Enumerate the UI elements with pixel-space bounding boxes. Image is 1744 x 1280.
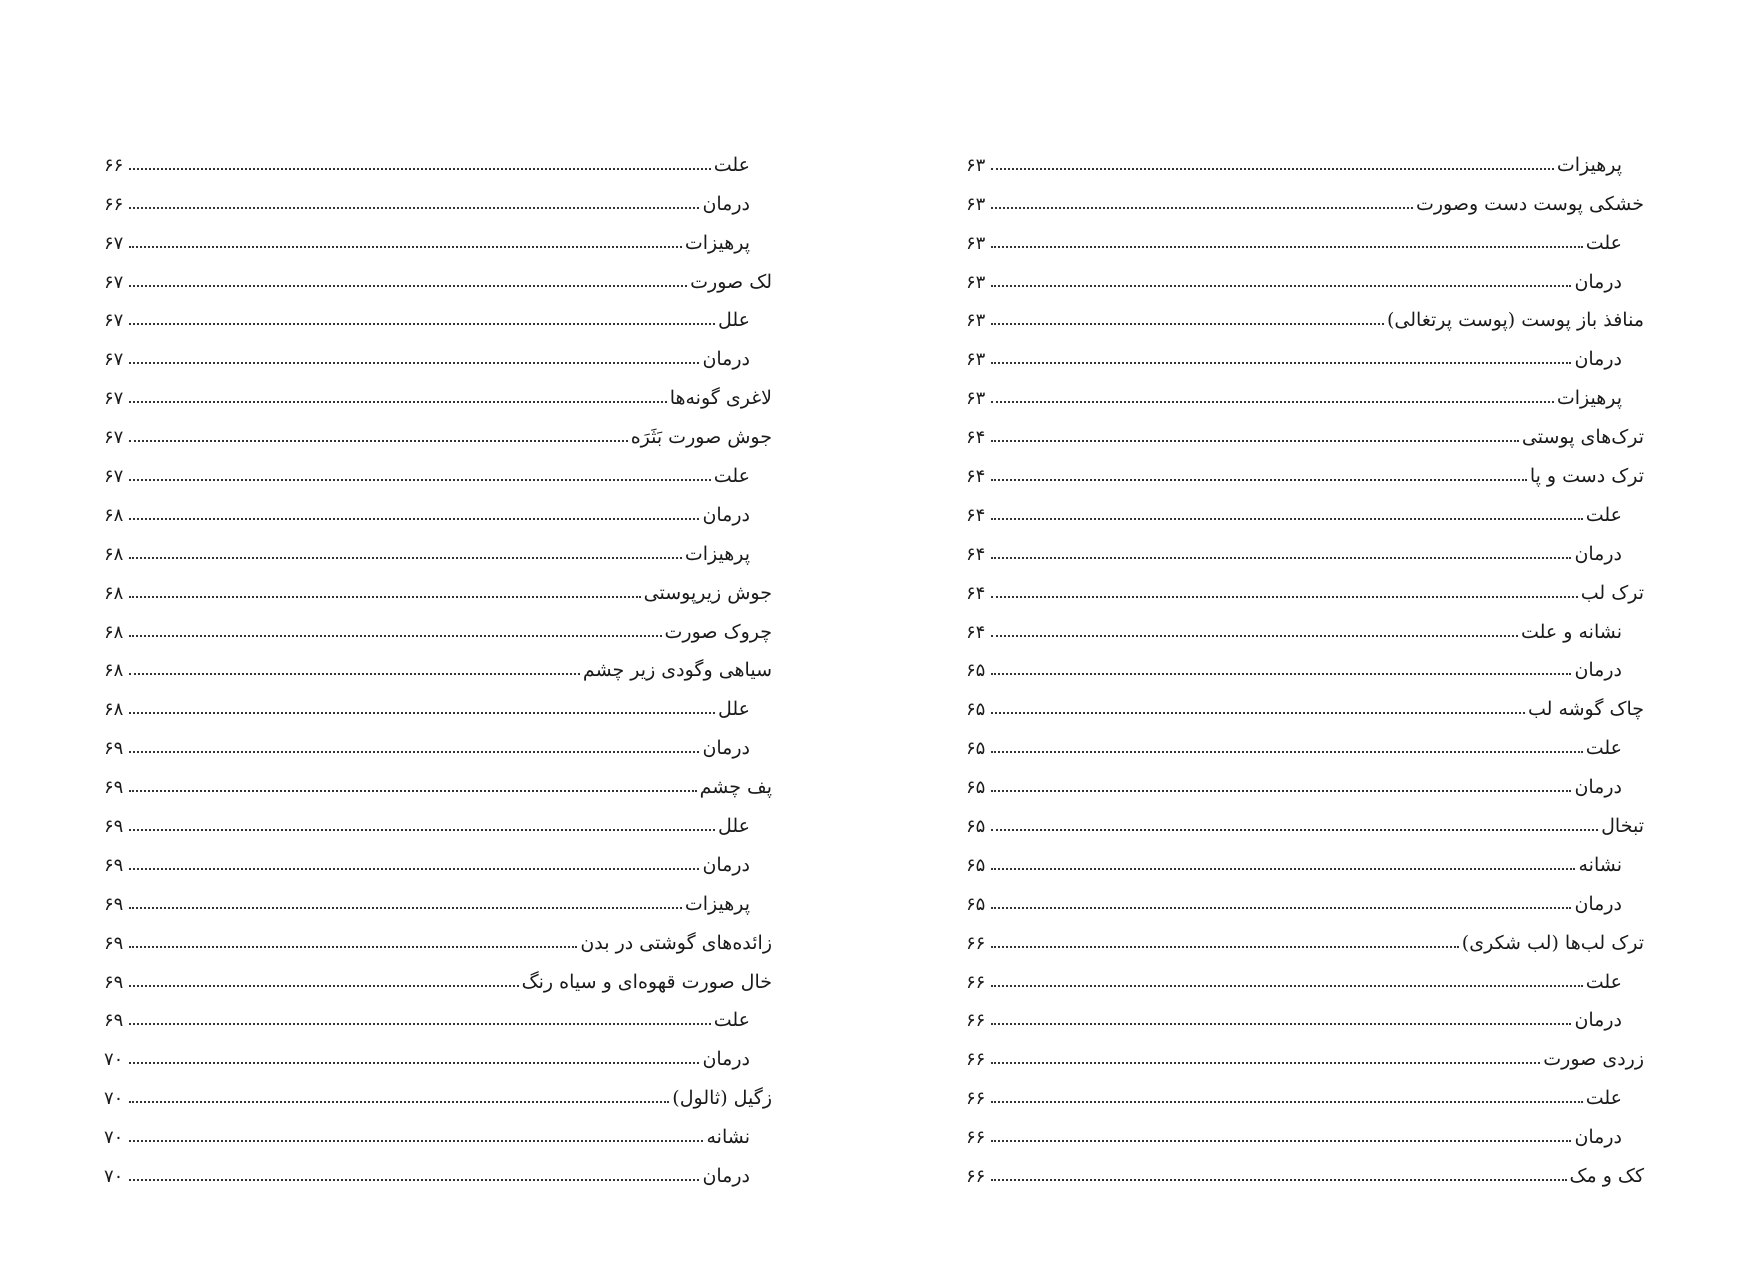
toc-entry: [966, 1147, 1644, 1186]
toc-entry-title: پرهیزات: [684, 231, 750, 254]
toc-entry-title: نشانه: [706, 1126, 750, 1149]
toc-entry-title: درمان: [1574, 270, 1622, 293]
toc-entry-page-number: ۶۳: [966, 388, 986, 410]
toc-entry: [966, 680, 1644, 719]
toc-entry: [104, 369, 772, 408]
toc-entry-title: چروک صورت: [664, 620, 772, 643]
dot-leader: [991, 1101, 1583, 1103]
toc-entry-page-number: ۶۳: [966, 232, 986, 254]
toc-entry-page-number: ۶۶: [966, 1127, 986, 1149]
toc-entry-page-number: ۶۵: [966, 854, 986, 876]
dot-leader: [129, 1062, 699, 1064]
dot-leader: [129, 401, 667, 403]
toc-entry-page-number: ۶۶: [104, 154, 124, 176]
toc-entry: [104, 486, 772, 525]
toc-entry-page-number: ۶۷: [104, 232, 124, 254]
toc-entry: [966, 136, 1644, 175]
dot-leader: [129, 440, 628, 442]
toc-entry: [104, 330, 772, 369]
toc-entry: [966, 642, 1644, 681]
toc-entry: [104, 758, 772, 797]
toc-entry-page-number: ۶۵: [966, 777, 986, 799]
dot-leader: [991, 440, 1519, 442]
dot-leader: [991, 246, 1583, 248]
dot-leader: [991, 596, 1578, 598]
toc-entry-page-number: ۷۰: [104, 1088, 124, 1110]
toc-entry: [966, 836, 1644, 875]
toc-entry-title: درمان: [702, 1165, 750, 1188]
toc-entry-title: خشکی پوست دست وصورت: [1415, 192, 1644, 215]
toc-entry: [966, 486, 1644, 525]
toc-entry-title: درمان: [702, 192, 750, 215]
toc-entry: [104, 719, 772, 758]
toc-entry-page-number: ۶۵: [966, 893, 986, 915]
dot-leader: [129, 168, 711, 170]
toc-entry-page-number: ۷۰: [104, 1049, 124, 1071]
toc-entry-title: سیاهی وگودی زیر چشم: [582, 659, 772, 682]
toc-entry-page-number: ۶۷: [104, 388, 124, 410]
dot-leader: [991, 479, 1527, 481]
toc-entry-title: لاغری گونه‌ها: [669, 387, 772, 410]
toc-entry-title: زائده‌های گوشتی در بدن: [580, 931, 772, 954]
toc-entry: [104, 836, 772, 875]
toc-entry-page-number: ۶۵: [966, 738, 986, 760]
toc-entry: [104, 214, 772, 253]
toc-entry-page-number: ۶۹: [104, 816, 124, 838]
dot-leader: [129, 946, 577, 948]
toc-entry-title: علت: [713, 1009, 750, 1032]
toc-entry-title: کک و مک: [1569, 1165, 1644, 1188]
toc-entry: [966, 914, 1644, 953]
toc-entry: [966, 603, 1644, 642]
toc-entry-page-number: ۶۳: [966, 310, 986, 332]
toc-entry-page-number: ۶۸: [104, 621, 124, 643]
toc-entry-page-number: ۶۷: [104, 427, 124, 449]
toc-entry: [966, 447, 1644, 486]
toc-entry: [966, 758, 1644, 797]
toc-entry-page-number: ۶۸: [104, 504, 124, 526]
dot-leader: [129, 518, 699, 520]
toc-entry-page-number: ۶۹: [104, 893, 124, 915]
toc-entry: [104, 603, 772, 642]
toc-entry: [104, 914, 772, 953]
toc-entry-title: علل: [717, 815, 750, 838]
toc-entry-page-number: ۶۹: [104, 971, 124, 993]
toc-entry-title: چاک گوشه لب: [1527, 698, 1644, 721]
toc-entry: [966, 797, 1644, 836]
toc-entry-title: پرهیزات: [684, 542, 750, 565]
toc-entry-title: درمان: [1574, 776, 1622, 799]
toc-entry-title: درمان: [702, 1048, 750, 1071]
toc-entry: [966, 564, 1644, 603]
toc-entry: [104, 564, 772, 603]
dot-leader: [991, 207, 1413, 209]
dot-leader: [991, 829, 1598, 831]
toc-entry-title: درمان: [1574, 542, 1622, 565]
toc-entry: [104, 136, 772, 175]
dot-leader: [129, 285, 687, 287]
dot-leader: [991, 518, 1583, 520]
toc-entry-page-number: ۶۶: [966, 1166, 986, 1188]
toc-entry: [104, 525, 772, 564]
dot-leader: [129, 362, 699, 364]
dot-leader: [129, 1023, 711, 1025]
dot-leader: [991, 751, 1583, 753]
toc-entry-page-number: ۶۶: [966, 932, 986, 954]
dot-leader: [991, 401, 1554, 403]
dot-leader: [129, 1101, 669, 1103]
toc-entry: [966, 992, 1644, 1031]
toc-entry-title: درمان: [702, 737, 750, 760]
toc-entry-page-number: ۶۳: [966, 349, 986, 371]
toc-entry-title: درمان: [1574, 348, 1622, 371]
toc-entry-page-number: ۶۸: [104, 699, 124, 721]
toc-entry-title: علل: [717, 698, 750, 721]
toc-entry-title: علت: [1585, 231, 1622, 254]
toc-entry: [966, 408, 1644, 447]
dot-leader: [129, 829, 715, 831]
toc-entry: [104, 1147, 772, 1186]
toc-entry-title: ترک لب‌ها (لب شکری): [1461, 931, 1644, 954]
dot-leader: [129, 751, 699, 753]
dot-leader: [129, 790, 697, 792]
dot-leader: [129, 985, 519, 987]
toc-entry: [966, 175, 1644, 214]
toc-entry-title: منافذ باز پوست (پوست پرتغالی): [1387, 309, 1644, 332]
toc-entry-page-number: ۶۳: [966, 154, 986, 176]
toc-entry-page-number: ۶۴: [966, 621, 986, 643]
toc-entry-page-number: ۶۹: [104, 738, 124, 760]
toc-entry-title: نشانه و علت: [1520, 620, 1622, 643]
toc-entry: [104, 1030, 772, 1069]
toc-entry-page-number: ۶۶: [966, 971, 986, 993]
toc-entry: [966, 1069, 1644, 1108]
toc-entry-title: خال صورت قهوه‌ای و سیاه رنگ: [521, 970, 772, 993]
toc-entry-title: علت: [1585, 1087, 1622, 1110]
dot-leader: [991, 635, 1518, 637]
dot-leader: [129, 1179, 699, 1181]
toc-entry-title: جوش زیرپوستی: [643, 581, 772, 604]
toc-entry-page-number: ۶۵: [966, 816, 986, 838]
dot-leader: [991, 985, 1583, 987]
toc-entry: [104, 175, 772, 214]
dot-leader: [129, 207, 699, 209]
toc-entry-page-number: ۶۶: [104, 193, 124, 215]
toc-entry-page-number: ۶۸: [104, 543, 124, 565]
toc-entry: [966, 1030, 1644, 1069]
toc-entry-page-number: ۶۹: [104, 932, 124, 954]
toc-entry: [966, 292, 1644, 331]
toc-entry-title: ترک لب: [1580, 581, 1644, 604]
toc-entry-title: ترک‌های پوستی: [1521, 426, 1644, 449]
dot-leader: [991, 946, 1459, 948]
toc-entry: [966, 214, 1644, 253]
toc-entry: [966, 875, 1644, 914]
toc-entry-title: زردی صورت: [1543, 1048, 1644, 1071]
dot-leader: [129, 712, 715, 714]
toc-entry-title: تبخال: [1601, 815, 1644, 838]
toc-entry: [104, 680, 772, 719]
toc-entry-title: پرهیزات: [1556, 153, 1622, 176]
toc-entry-title: پف چشم: [699, 776, 772, 799]
toc-entry-title: پرهیزات: [1556, 387, 1622, 410]
toc-entry: [104, 447, 772, 486]
toc-entry-page-number: ۶۹: [104, 777, 124, 799]
dot-leader: [991, 285, 1571, 287]
dot-leader: [991, 868, 1575, 870]
toc-entry-page-number: ۶۶: [966, 1010, 986, 1032]
dot-leader: [991, 1179, 1567, 1181]
toc-entry-page-number: ۶۳: [966, 193, 986, 215]
toc-entry-title: علت: [1585, 737, 1622, 760]
toc-column-left: [104, 136, 772, 1186]
toc-entry-page-number: ۶۷: [104, 466, 124, 488]
toc-entry-page-number: ۶۹: [104, 854, 124, 876]
toc-entry: [966, 253, 1644, 292]
toc-entry-page-number: ۶۵: [966, 699, 986, 721]
toc-entry-page-number: ۷۰: [104, 1127, 124, 1149]
toc-entry-title: جوش صورت بَثَرَه: [630, 426, 772, 449]
toc-entry-page-number: ۶۸: [104, 582, 124, 604]
toc-entry-title: علت: [713, 465, 750, 488]
toc-entry-title: درمان: [1574, 1126, 1622, 1149]
dot-leader: [991, 362, 1571, 364]
toc-entry-page-number: ۶۵: [966, 660, 986, 682]
toc-entry-title: علل: [717, 309, 750, 332]
toc-column-right: [966, 136, 1644, 1186]
dot-leader: [991, 712, 1525, 714]
dot-leader: [129, 323, 715, 325]
toc-entry-page-number: ۶۷: [104, 271, 124, 293]
toc-entry-page-number: ۶۶: [966, 1088, 986, 1110]
dot-leader: [129, 557, 682, 559]
toc-entry: [104, 953, 772, 992]
toc-entry-title: علت: [1585, 970, 1622, 993]
dot-leader: [991, 790, 1571, 792]
dot-leader: [991, 1140, 1571, 1142]
toc-entry-page-number: ۷۰: [104, 1166, 124, 1188]
dot-leader: [129, 907, 682, 909]
toc-entry: [966, 1108, 1644, 1147]
toc-entry-title: لک صورت: [690, 270, 772, 293]
dot-leader: [991, 1062, 1540, 1064]
toc-entry-page-number: ۶۷: [104, 310, 124, 332]
toc-entry-title: زگیل (ثالول): [672, 1087, 772, 1110]
toc-entry-title: علت: [1585, 503, 1622, 526]
toc-entry-page-number: ۶۳: [966, 271, 986, 293]
toc-entry: [966, 719, 1644, 758]
dot-leader: [991, 907, 1571, 909]
toc-entry: [104, 797, 772, 836]
toc-entry-page-number: ۶۹: [104, 1010, 124, 1032]
toc-entry-title: نشانه: [1578, 853, 1622, 876]
toc-entry-title: علت: [713, 153, 750, 176]
toc-entry-page-number: ۶۴: [966, 427, 986, 449]
dot-leader: [129, 1140, 703, 1142]
toc-entry: [104, 253, 772, 292]
toc-entry: [104, 1108, 772, 1147]
toc-entry-page-number: ۶۷: [104, 349, 124, 371]
toc-entry-title: پرهیزات: [684, 892, 750, 915]
toc-entry-page-number: ۶۸: [104, 660, 124, 682]
dot-leader: [129, 868, 699, 870]
toc-entry-page-number: ۶۴: [966, 466, 986, 488]
toc-entry-page-number: ۶۴: [966, 504, 986, 526]
dot-leader: [129, 596, 641, 598]
toc-entry: [104, 992, 772, 1031]
dot-leader: [991, 557, 1571, 559]
toc-entry-title: ترک دست و پا: [1529, 465, 1644, 488]
toc-entry-title: درمان: [1574, 892, 1622, 915]
toc-entry-page-number: ۶۴: [966, 543, 986, 565]
dot-leader: [991, 1023, 1571, 1025]
toc-entry: [104, 408, 772, 447]
toc-entry: [104, 642, 772, 681]
toc-entry-page-number: ۶۶: [966, 1049, 986, 1071]
dot-leader: [129, 635, 662, 637]
toc-entry: [104, 1069, 772, 1108]
toc-entry: [966, 525, 1644, 564]
toc-entry-title: درمان: [702, 853, 750, 876]
toc-entry-title: درمان: [1574, 1009, 1622, 1032]
toc-entry: [104, 292, 772, 331]
toc-entry: [966, 953, 1644, 992]
toc-entry: [966, 369, 1644, 408]
toc-entry-page-number: ۶۴: [966, 582, 986, 604]
dot-leader: [991, 673, 1571, 675]
toc-entry-title: درمان: [702, 503, 750, 526]
dot-leader: [991, 323, 1384, 325]
toc-entry-title: درمان: [1574, 659, 1622, 682]
dot-leader: [129, 479, 711, 481]
toc-entry: [104, 875, 772, 914]
dot-leader: [129, 673, 580, 675]
toc-entry-title: درمان: [702, 348, 750, 371]
toc-entry: [966, 330, 1644, 369]
dot-leader: [129, 246, 682, 248]
dot-leader: [991, 168, 1554, 170]
